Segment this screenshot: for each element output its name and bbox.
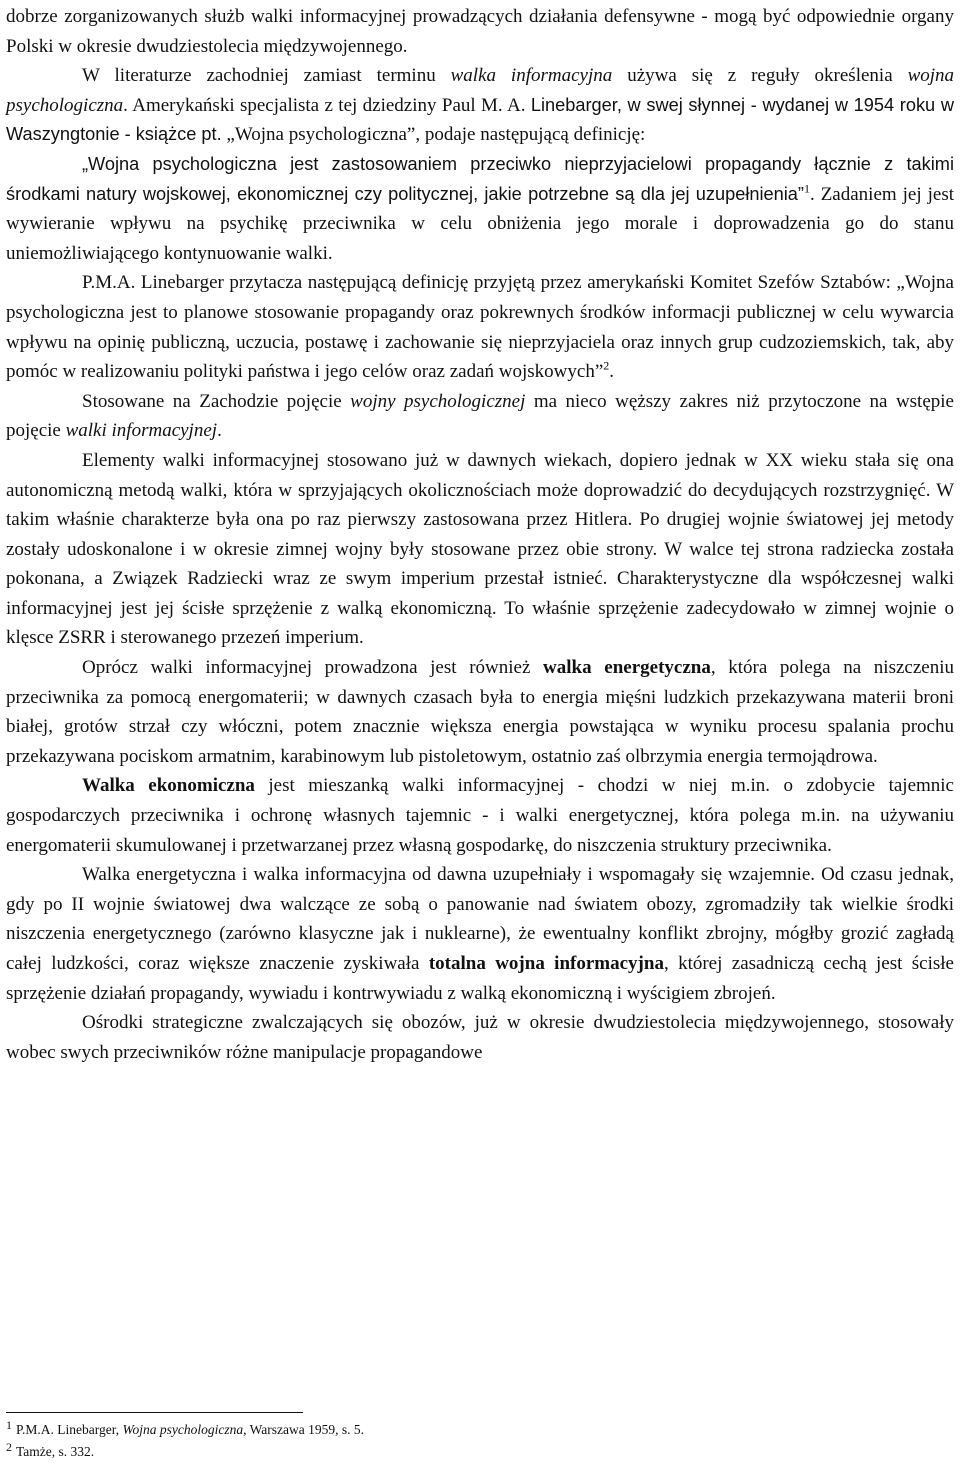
text-segment: ma nieco węższy zakres niż przytoczone na wstępie pojęcie xyxy=(6,390,954,442)
text-segment: walka informacyjna xyxy=(450,65,613,87)
paragraph xyxy=(6,2,954,61)
text-segment: Tamże, s. 332. xyxy=(16,1444,95,1459)
text-segment: jest mieszanką walki informacyjnej - chodzi w niej m.in. o zdobycie tajemnic gospodarczych przeciwnika i ochronę własnych tajemnic - i walki energetycznej, która polega m.in. na używaniu energomaterii skumulowanej i przetwarzanej przez własną gospodarkę, do niszczenia struktury przeciwnika. xyxy=(6,775,954,856)
text-segment: walki informacyjnej xyxy=(65,420,218,442)
text-segment: . Amerykański specjalista z tej dziedziny Paul M. A. xyxy=(123,94,531,116)
text-segment: „Wojna psychologiczna jest zastosowaniem przeciwko nieprzyjacielowi propagandy łącznie z takimi środkami natury wojskowej, ekonomicznej czy politycznej, jakie potrzebne są dla jej uzupełnienia” xyxy=(6,153,954,204)
footnote-number: 1 xyxy=(6,1417,12,1432)
body-text xyxy=(6,2,954,1067)
text-segment: Ośrodki strategiczne zwalczających się obozów, już w okresie dwudziestolecia międzywojennego, stosowały wobec swych przeciwników różne manipulacje propagandowe xyxy=(6,1012,954,1063)
paragraph xyxy=(6,61,954,150)
text-segment: wojna psychologiczna xyxy=(6,65,955,116)
paragraph xyxy=(6,387,954,446)
paragraph xyxy=(6,150,954,268)
footnote-separator xyxy=(6,1412,303,1413)
text-segment: , której zasadniczą cechą jest ścisłe sprzężenie działań propagandy, wywiadu i kontrwywiadu z walką ekonomiczną i wyścigiem zbrojeń. xyxy=(6,953,954,1004)
paragraph xyxy=(6,268,954,386)
paragraph xyxy=(6,1008,954,1067)
footnote-list xyxy=(6,1419,954,1463)
paragraph xyxy=(6,860,954,1008)
footnote xyxy=(6,1441,954,1463)
footnote-number: 2 xyxy=(6,1439,12,1454)
text-segment: totalna wojna informacyjna xyxy=(428,953,664,974)
text-segment: Linebarger, w swej słynnej - wydanej w 1954 roku w Waszyngtonie - książce pt. xyxy=(6,94,954,145)
footnote xyxy=(6,1419,954,1441)
text-segment: Oprócz walki informacyjnej prowadzona jest również xyxy=(82,657,544,679)
text-segment: , która polega na niszczeniu przeciwnika za pomocą energomaterii; w dawnych czasach była to energia mięśni ludzkich przekazywana materii broni białej, grotów strzał czy włóczni, potem znacznie większa energia powstająca w wyniku procesu spalania prochu przekazywana pociskom armatnim, karabinowym lub pistoletowym, ostatnio zaś olbrzymia energia termojądrowa. xyxy=(6,657,954,767)
footnote-ref: 1 xyxy=(803,181,810,196)
text-segment: . xyxy=(609,361,615,383)
text-segment: Walka ekonomiczna xyxy=(82,775,255,797)
text-segment: używa się z reguły określenia xyxy=(612,65,908,87)
text-segment: W literaturze zachodniej zamiast terminu xyxy=(82,65,451,87)
text-segment: , Warszawa 1959, s. 5. xyxy=(243,1422,364,1437)
text-segment: Wojna psychologiczna xyxy=(122,1422,244,1437)
text-segment: P.M.A. Linebarger, xyxy=(16,1422,123,1437)
text-segment: . Zadaniem jej jest wywieranie wpływu na psychikę przeciwnika w celu obniżenia jego morale i doprowadzenia go do stanu uniemożliwiającego kontynuowanie walki. xyxy=(6,183,954,264)
paragraph xyxy=(6,653,954,771)
text-segment: dobrze zorganizowanych służb walki informacyjnej prowadzących działania defensywne - mogą być odpowiednie organy Polski w okresie dwudziestolecia międzywojennego. xyxy=(6,6,954,57)
text-segment: wojny psychologicznej xyxy=(350,390,526,412)
text-segment: „Wojna psychologiczna”, podaje następującą definicję: xyxy=(221,124,646,146)
text-segment: walka energetyczna xyxy=(543,657,711,679)
paragraph xyxy=(6,446,954,653)
text-segment: Elementy walki informacyjnej stosowano już w dawnych wiekach, dopiero jednak w XX wieku stała się ona autonomiczną metodą walki, która w sprzyjających okolicznościach może doprowadzić do decydujących rozstrzygnięć. W takim właśnie charakterze była ona po raz pierwszy zastosowana przez Hitlera. Po drugiej wojnie światowej jej metody zostały udoskonalone i w okresie zimnej wojny były stosowane przez obie strony. W walce tej strona radziecka została pokonana, a Związek Radziecki wraz ze swym imperium przestał istnieć. Charakterystyczne dla współczesnej walki informacyjnej jest jej ścisłe sprzężenie z walką ekonomiczną. To właśnie sprzężenie zadecydowało w zimnej wojnie o klęsce ZSRR i sterowanego przezeń imperium. xyxy=(6,449,954,649)
footnote-ref: 2 xyxy=(603,358,610,373)
text-segment: P.M.A. Linebarger przytacza następującą definicję przyjętą przez amerykański Komitet Szefów Sztabów: „Wojna psychologiczna jest to planowe stosowanie propagandy oraz pokrewnych środków informacji publicznej w celu wywarcia wpływu na opinię publiczną, uczucia, postawę i zachowanie się nieprzyjaciela oraz innych grup cudzoziemskich, tak, aby pomóc w realizowaniu polityki państwa i jego celów oraz zadań wojskowych” xyxy=(6,272,954,383)
text-segment: Walka energetyczna i walka informacyjna od dawna uzupełniały i wspomagały się wzajemnie. Od czasu jednak, gdy po II wojnie światowej dwa walczące ze sobą o panowanie nad światem obozy, zgromadziły tak wielkie środki niszczenia energetycznego (zarówno klasyczne jak i nuklearne), że ewentualny konflikt zbrojny, mógłby grozić zagładą całej ludzkości, coraz większe znaczenie zyskiwała xyxy=(6,864,954,974)
text-segment: Stosowane na Zachodzie pojęcie xyxy=(82,390,351,412)
paragraph xyxy=(6,771,954,860)
text-segment: . xyxy=(217,420,222,442)
footnotes xyxy=(6,1412,954,1463)
